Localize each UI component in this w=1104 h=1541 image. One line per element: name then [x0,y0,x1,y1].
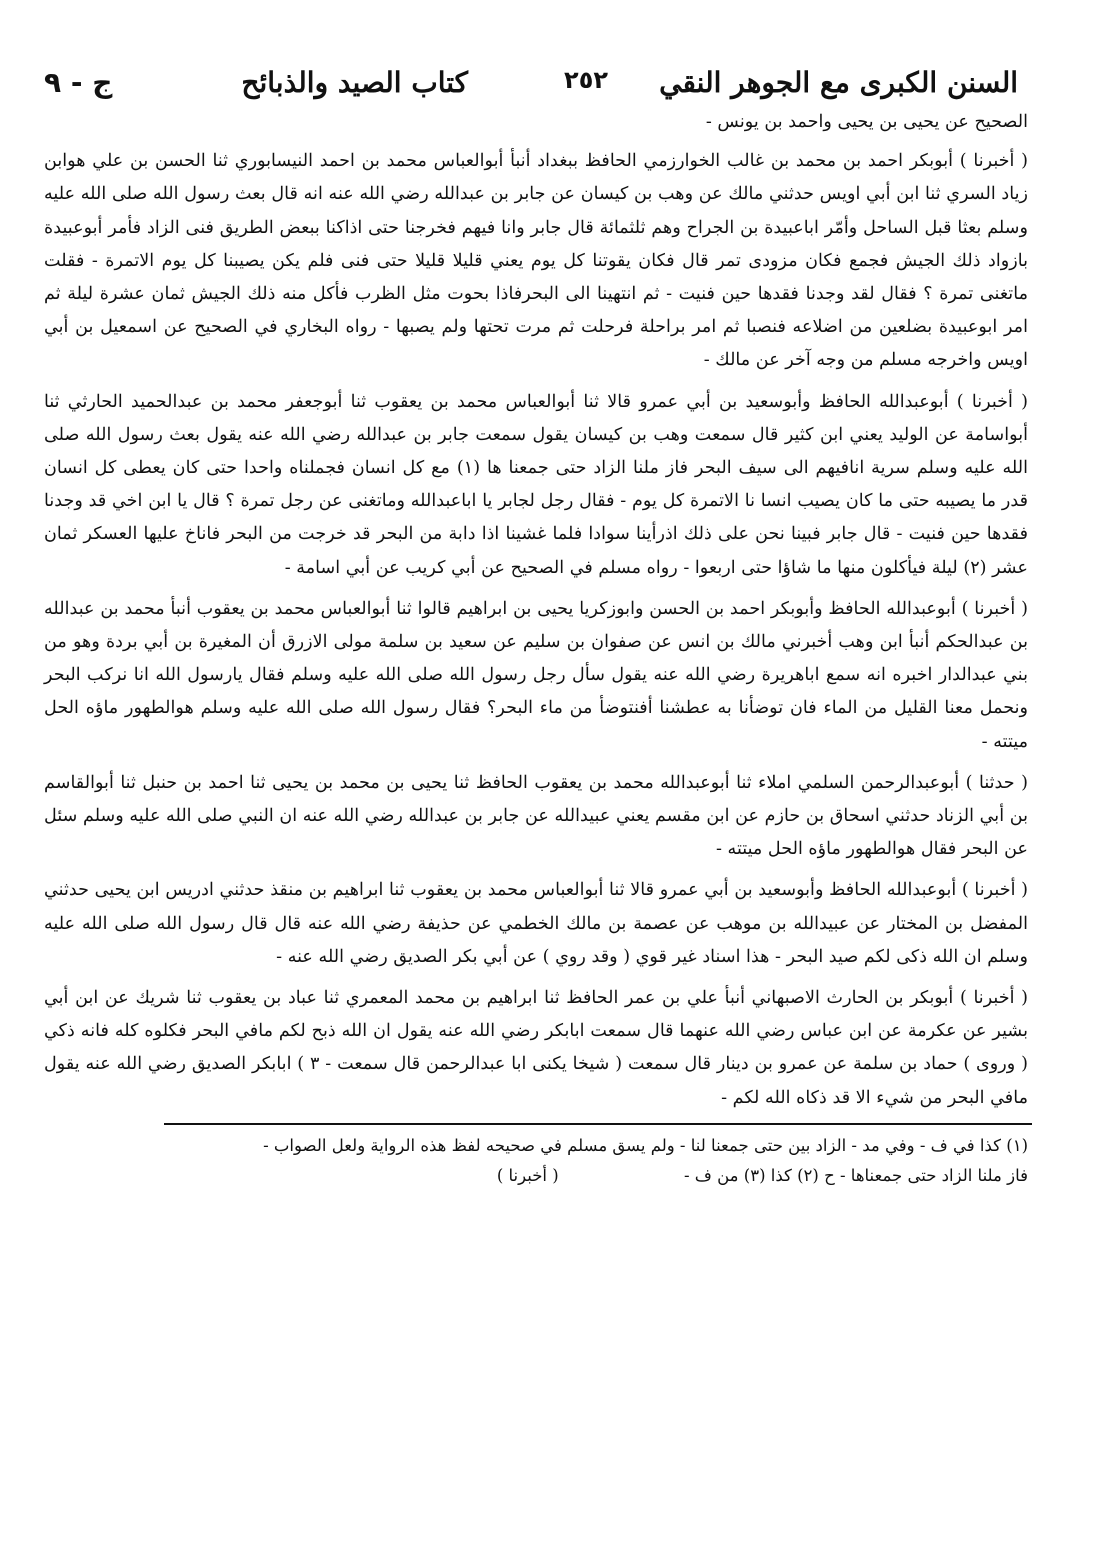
paragraph: ( أخبرنا ) أبوعبدالله الحافظ وأبوسعيد بن أبي عمرو قالا ثنا أبوالعباس محمد بن يعقوب ثنا ابراهيم بن منقذ حدثني ادريس ابن يحيى حدثني المفضل بن المختار عن عبيدالله بن موهب عن عصمة بن مالك الخطمي عن حذيفة رضي الله عنه قال قال رسول الله صلى الله عليه وسلم ان الله ذكى لكم صيد البحر - هذا اسناد غير قوي ( وقد روي ) عن أبي بكر الصديق رضي الله عنه - [44,880,1028,967]
volume-number: ج - ٩ [44,66,113,99]
footnote-divider [164,1123,1032,1125]
footnote-line [44,1161,1028,1191]
paragraph: ( أخبرنا ) أبوبكر احمد بن محمد بن غالب الخوارزمي الحافظ ببغداد أنبأ أبوالعباس محمد بن احمد النيسابوري ثنا الحسن بن علي هوابن زياد السري ثنا ابن أبي اويس حدثني مالك عن وهب بن كيسان عن جابر بن عبدالله رضي الله عنه انه قال بعث رسول الله صلى الله عليه وسلم بعثا قبل الساحل وأمّر اباعبيدة بن الجراح وهم ثلثمائة قال جابر وانا فيهم فخرجنا حتى اذاكنا ببعض الطريق فنى الزاد فأمر أبوعبيدة بازواد ذلك الجيش فجمع فكان مزودى تمر قال فكان يقوتنا كل يوم يعني قليلا قليلا حتى فنى فلم يكن يصيبنا كل يوم الاتمرة - فقلت ماتغنى تمرة ؟ فقال لقد وجدنا فقدها حين فنيت - ثم انتهينا الى البحرفاذا بحوت مثل الظرب فأكل منه ذلك الجيش ثمان عشرة ليلة ثم امر ابوعبيدة بضلعين من اضلاعه فنصبا ثم امر براحلة فرحلت ثم مرت تحتها ولم يصبها - رواه البخاري في الصحيح عن اسمعيل بن أبي اويس واخرجه مسلم من وجه آخر عن مالك - [44,151,1028,371]
page-number: ٢٥٢ [564,66,608,94]
chapter-title: كتاب الصيد والذبائح [241,66,468,99]
paragraph: ( حدثنا ) أبوعبدالرحمن السلمي املاء ثنا أبوعبدالله محمد بن يعقوب الحافظ ثنا يحيى بن محمد بن يحيى ثنا احمد بن حنبل ثنا أبوالقاسم بن أبي الزناد حدثني اسحاق بن حازم عن ابن مقسم يعني عبيدالله عن جابر بن عبدالله رضي الله عنه ان النبي صلى الله عليه وسلم سئل عن البحر فقال هوالطهور ماؤه الحل ميتته - [44,772,1028,860]
paragraph: ( أخبرنا ) أبوعبدالله الحافظ وأبوبكر احمد بن الحسن وابوزكريا يحيى بن ابراهيم قالوا ثنا أبوالعباس محمد بن يعقوب أنبأ محمد بن عبدالله بن عبدالحكم أنبأ ابن وهب أخبرني مالك بن انس عن صفوان بن سليم عن سعيد بن سلمة مولى الازرق أن المغيرة بن أبي بردة وهو من بني عبدالدار اخبره انه سمع اباهريرة رضي الله عنه يقول سأل رجل رسول الله صلى الله عليه وسلم فقال يارسول الله انا نركب البحر ونحمل معنا القليل من الماء فان توضأنا به عطشنا أفنتوضأ من ماء البحر؟ فقال رسول الله صلى الله عليه وسلم هوالطهور ماؤه الحل ميتته - [44,598,1028,752]
running-header [44,60,1028,106]
footnote-line: (١) كذا في ف - وفي مد - الزاد بين حتى جمعنا لنا - ولم يسق مسلم في صحيحه لفظ هذه الرواية ولعل الصواب - [263,1135,1028,1155]
paragraph: ( أخبرنا ) أبوعبدالله الحافظ وأبوسعيد بن أبي عمرو قالا ثنا أبوالعباس محمد بن يعقوب ثنا أبوجعفر محمد بن عبدالحميد الحارثي ثنا أبواسامة عن الوليد يعني ابن كثير قال سمعت وهب بن كيسان يقول سمعت جابر بن عبدالله رضي الله عنه يقول بعث رسول الله صلى الله عليه وسلم سرية انافيهم الى سيف البحر فاز ملنا الزاد حتى جمعنا ها (١) مع كل انسان فجملناه واحدا حتى كان يعطى كل انسان قدر ما يصيبه حتى ما كان يصيب انسا نا الاتمرة كل يوم - فقال رجل لجابر يا اباعبدالله وماتغنى عن رجل تمرة ؟ قال يا ابن اخي قد وجدنا فقدها حين فنيت - قال جابر فبينا نحن على ذلك اذرأينا سوادا فلما غشينا اذا دابة من البحر قد خرجت من البحر فاناخ عليها العسكر ثمان عشر (٢) ليلة فيأكلون منها ما شاؤا حتى اربعوا - رواه مسلم في الصحيح عن أبي كريب عن أبي اسامة - [44,391,1028,578]
footnotes [44,1131,1028,1191]
paragraph: الصحيح عن يحيى بن يحيى واحمد بن يونس - [705,112,1028,132]
paragraph: ( أخبرنا ) أبوبكر بن الحارث الاصبهاني أنبأ علي بن عمر الحافظ ثنا ابراهيم بن محمد المعمري ثنا عباد بن يعقوب ثنا شريك عن ابن أبي بشير عن عكرمة عن ابن عباس رضي الله عنهما قال سمعت ابابكر رضي الله عنه يقول ان الله ذبح لكم مافي البحر فكلوه كله فانه ذكي ( وروى ) حماد بن سلمة عن عمرو بن دينار قال سمعت ( شيخا يكنى ابا عبدالرحمن قال سمعت - ٣ ) ابابكر الصديق رضي الله عنه يقول مافي البحر من شيء الا قد ذكاه الله لكم - [44,988,1028,1108]
catchword: ( أخبرنا ) [496,1165,559,1185]
footnote-text: فاز ملنا الزاد حتى جمعناها - ح (٢) كذا (٣) من ف - [683,1165,1028,1185]
book-title: السنن الكبرى مع الجوهر النقي [659,66,1018,99]
main-text [44,106,1028,1115]
